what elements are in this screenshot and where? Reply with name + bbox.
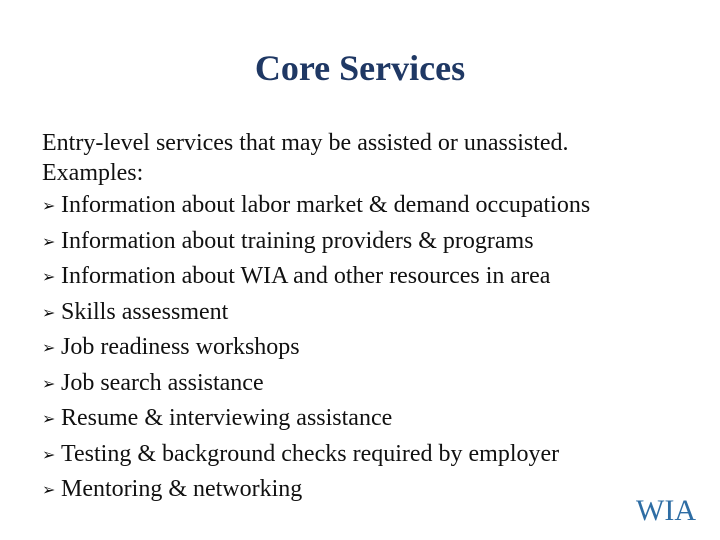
arrow-bullet-icon: ➢ xyxy=(42,409,56,428)
bullet-item xyxy=(42,295,702,331)
arrow-bullet-icon: ➢ xyxy=(42,338,56,357)
bullet-item xyxy=(42,259,702,295)
bullet-text: Information about labor market & demand occupations xyxy=(61,192,591,218)
arrow-bullet-icon: ➢ xyxy=(42,196,56,215)
bullet-item xyxy=(42,330,702,366)
bullet-text: Mentoring & networking xyxy=(61,476,303,502)
arrow-bullet-icon: ➢ xyxy=(42,373,56,393)
bullet-item xyxy=(42,401,702,437)
arrow-bullet-icon: ➢ xyxy=(42,267,56,286)
arrow-bullet-icon: ➢ xyxy=(42,444,56,464)
bullet-item xyxy=(42,472,702,508)
bullet-item xyxy=(42,224,702,260)
bullet-item xyxy=(42,188,702,224)
bullet-text: Information about training providers & programs xyxy=(61,227,534,254)
bullet-item xyxy=(42,437,702,473)
bullet-text: Information about WIA and other resources in area xyxy=(61,263,551,289)
bullet-text: Job search assistance xyxy=(61,369,264,396)
wia-logo: WIA xyxy=(636,494,696,527)
bullet-text: Skills assessment xyxy=(61,298,229,325)
arrow-bullet-icon: ➢ xyxy=(42,231,56,251)
bullet-list xyxy=(42,188,702,508)
slide-title: Core Services xyxy=(254,48,466,88)
examples-label: Examples: xyxy=(42,160,144,186)
arrow-bullet-icon: ➢ xyxy=(42,302,56,322)
bullet-text: Resume & interviewing assistance xyxy=(61,405,393,431)
arrow-bullet-icon: ➢ xyxy=(42,480,56,499)
bullet-text: Job readiness workshops xyxy=(61,334,300,360)
bullet-item xyxy=(42,366,702,402)
bullet-text: Testing & background checks required by employer xyxy=(61,440,560,467)
slide-body xyxy=(42,128,702,508)
intro-line: Entry-level services that may be assisted or unassisted. xyxy=(42,130,569,156)
